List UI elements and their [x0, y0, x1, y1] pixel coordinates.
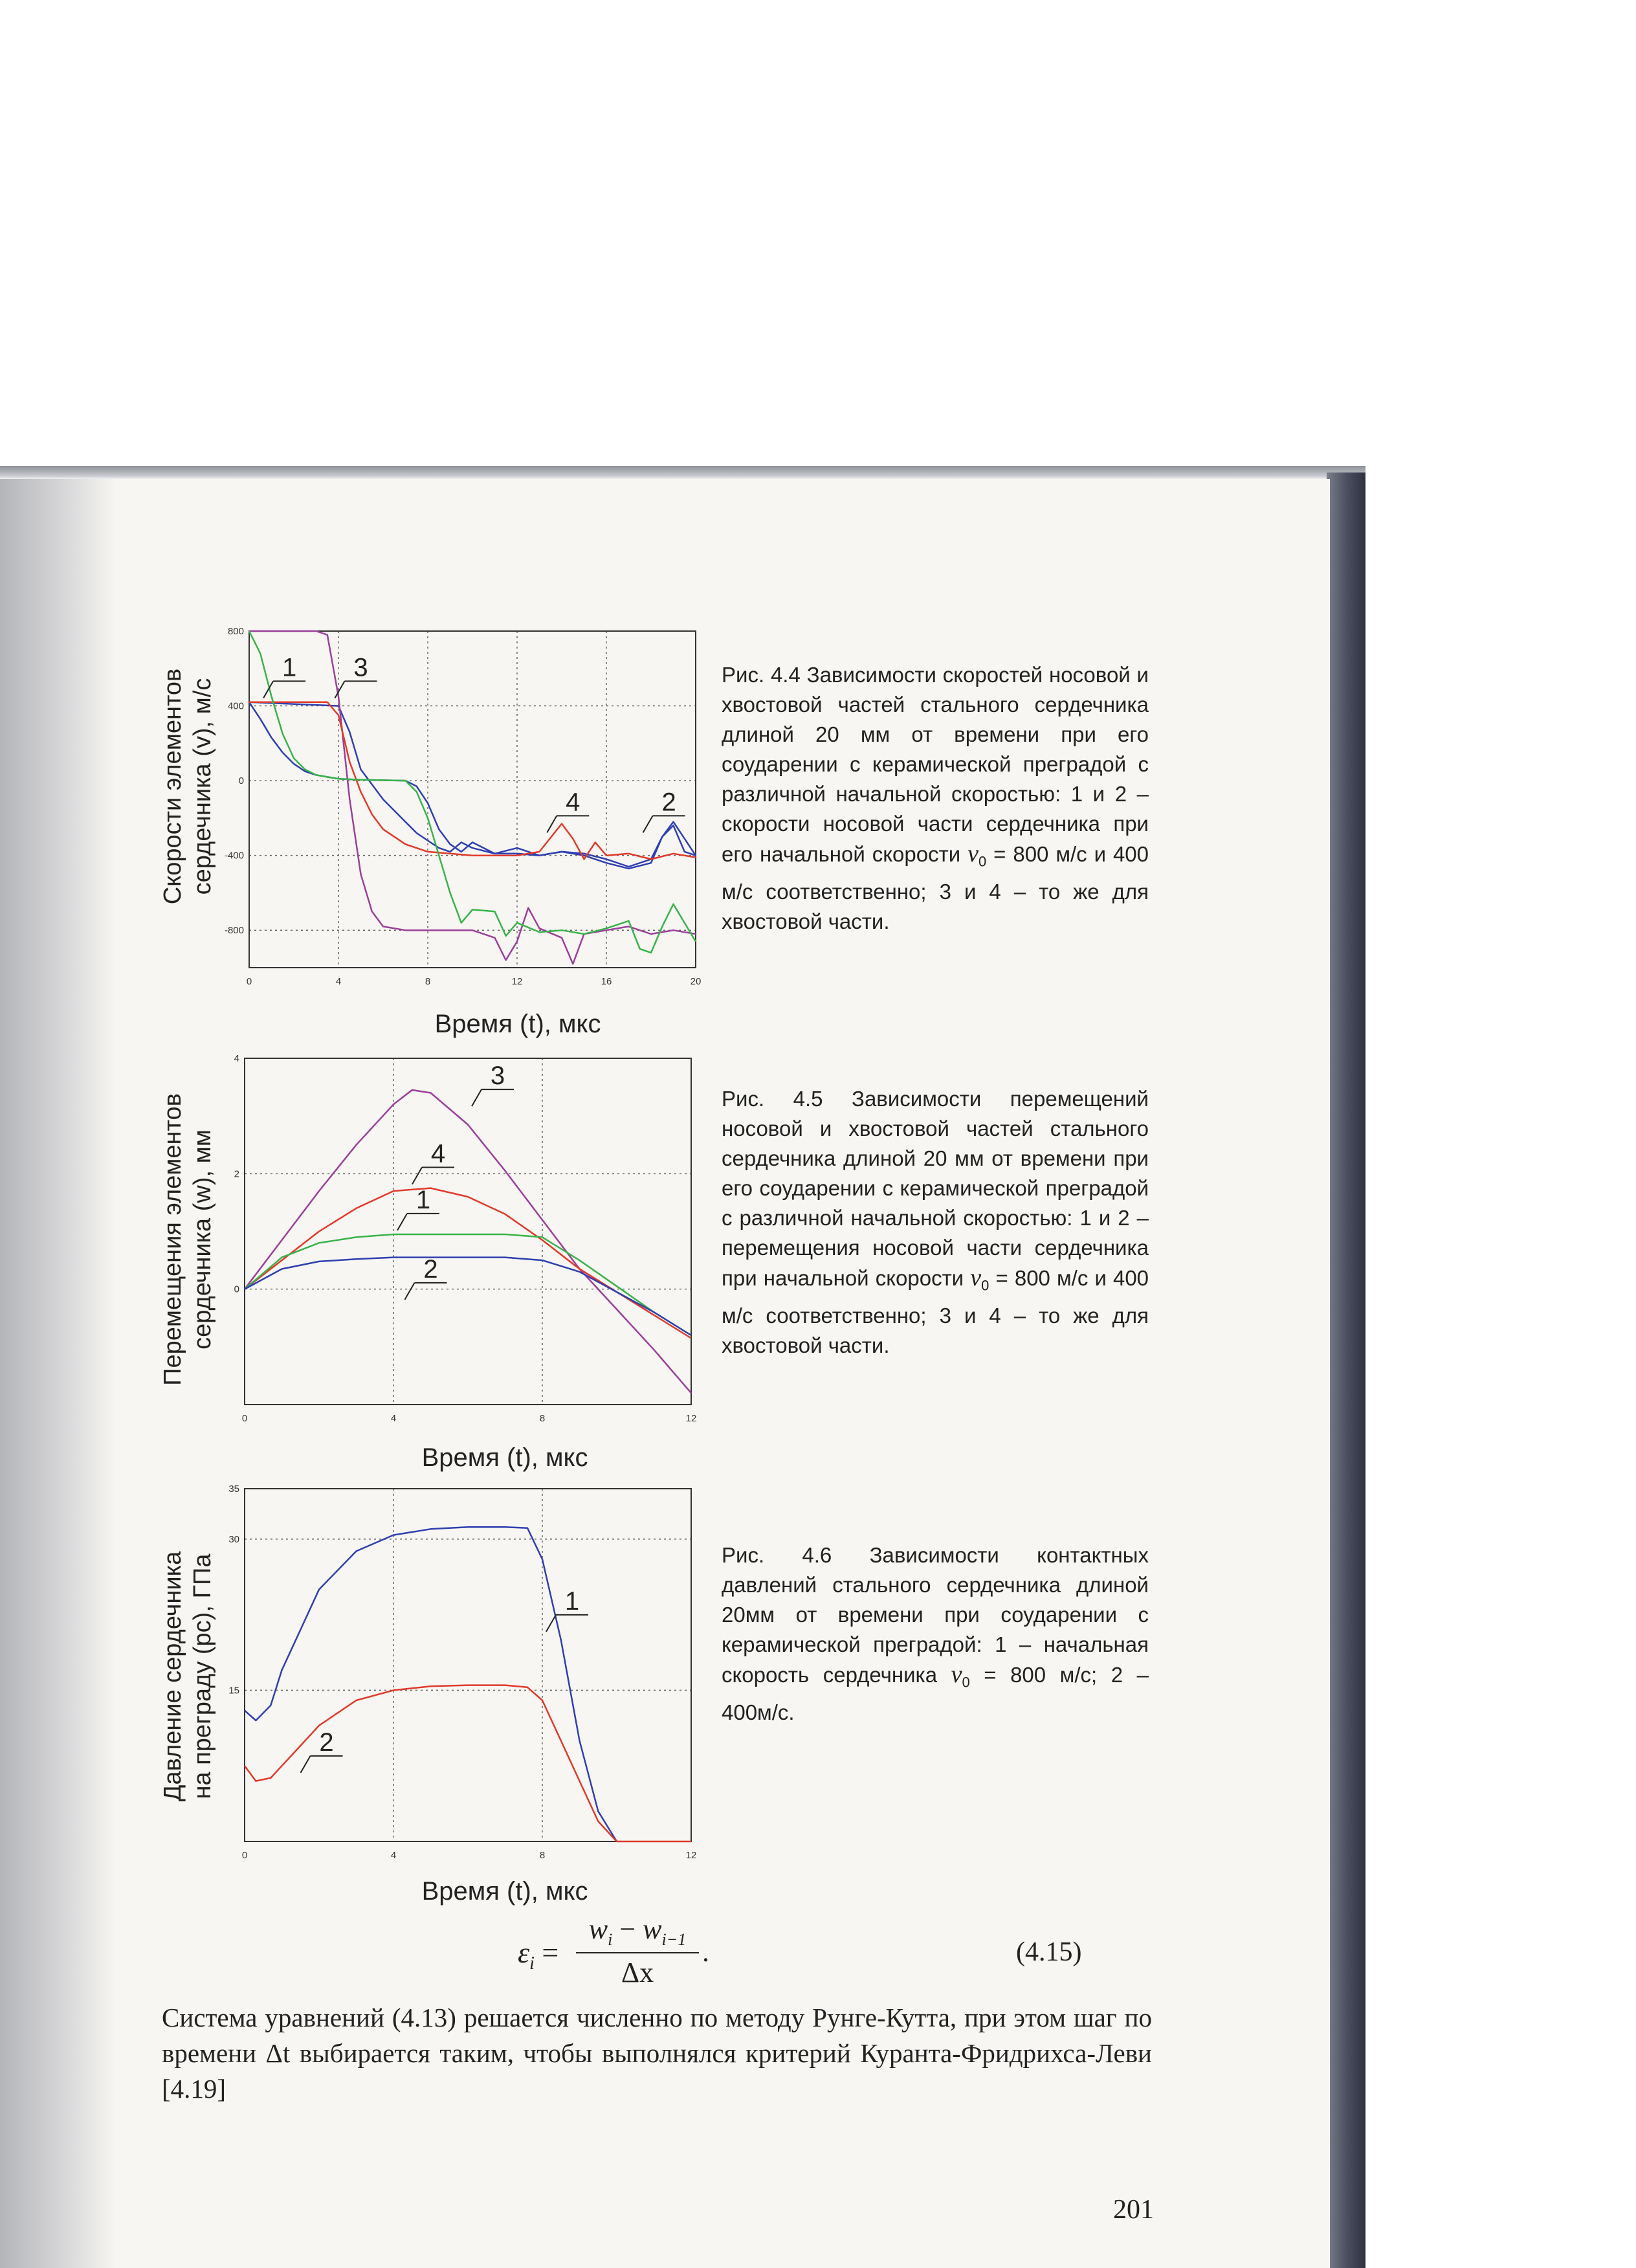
curve-label-leader	[301, 1756, 311, 1773]
curve-label-leader	[546, 1615, 556, 1632]
fig44-ylabel-line1: Скорости элементов	[159, 668, 186, 905]
eq-w-im1: w	[643, 1913, 662, 1945]
series-line-1	[249, 702, 696, 867]
curve-label-4: 4	[430, 1139, 446, 1168]
y-tick-label: 800	[227, 626, 244, 637]
curve-label-leader	[643, 816, 653, 832]
v0-symbol: v	[967, 840, 978, 867]
curve-label-1: 1	[282, 653, 297, 682]
curve-label-1: 1	[564, 1586, 580, 1616]
y-tick-label: -400	[224, 850, 244, 862]
y-tick-label: 15	[228, 1685, 239, 1696]
curve-label-leader	[405, 1283, 415, 1300]
fig45-ylabel-line1: Перемещения элементов	[159, 1093, 186, 1386]
eq-numerator	[576, 1913, 699, 1953]
y-tick-label: 0	[238, 775, 244, 787]
fig46-chart	[220, 1482, 712, 1877]
y-tick-label: 4	[234, 1053, 239, 1064]
fig45-caption	[722, 1084, 1149, 1361]
fig44-caption	[722, 660, 1149, 937]
fig46-caption	[722, 1540, 1149, 1728]
curve-label-2: 2	[319, 1728, 334, 1757]
x-tick-label: 4	[390, 1413, 397, 1424]
fig44-ylabel-line2: сердечника (v), м/с	[189, 678, 216, 895]
x-tick-label: 4	[390, 1850, 397, 1861]
fig45-caption-tail: = 800 м/с и 400 м/с соответственно; 3 и 4 – то же для хвостовой части.	[722, 1266, 1149, 1357]
v0-subscript: 0	[981, 1277, 989, 1294]
eq-minus: −	[619, 1913, 636, 1945]
fig44-chart	[220, 621, 712, 990]
page-top-shadow	[0, 466, 1365, 480]
series-line-3	[249, 631, 696, 964]
eq-lhs-sub: i	[529, 1953, 535, 1974]
series-line-3	[245, 1090, 691, 1393]
x-tick-label: 0	[241, 1413, 248, 1424]
fig46-xlabel: Время (t), мкс	[421, 1877, 588, 1906]
eq-denominator: Δx	[621, 1956, 654, 1988]
v0-subscript: 0	[978, 853, 987, 870]
chart-grid	[245, 1489, 691, 1841]
curve-label-3: 3	[490, 1062, 505, 1091]
fig45-caption-text: Рис. 4.5 Зависимости перемещений носовой и хвостовой частей стального сердечника длиной 20 мм от времени при его соударении с керамической преградой с различной начальной скоростью: 1 и 2 – перемещения носовой части сердечника при начальной скорости	[722, 1087, 1149, 1290]
body-paragraph: Система уравнений (4.13) решается численно по методу Рунге-Кутта, при этом шаг по времени Δt выбирается таким, чтобы выполнялся критерий Куранта-Фридрихса-Леви [4.19]	[162, 2003, 1152, 2104]
fig46-ylabel	[158, 1551, 217, 1801]
equation-number: (4.15)	[1016, 1937, 1082, 1967]
fig44-caption-tail: = 800 м/с и 400 м/с соответственно; 3 и 4 – то же для хвостовой части.	[722, 842, 1149, 933]
curve-label-3: 3	[353, 653, 368, 682]
plot-frame	[245, 1489, 691, 1841]
curve-label-2: 2	[423, 1254, 438, 1284]
series-line-unlabeled-4	[249, 631, 696, 953]
plot-frame	[249, 631, 696, 968]
series-line-2	[249, 702, 696, 869]
curve-label-leader	[412, 1168, 422, 1184]
page-gutter	[0, 479, 116, 2268]
eq-w-i-sub: i	[608, 1929, 613, 1949]
eq-w-i: w	[588, 1913, 608, 1945]
curve-label-1: 1	[415, 1185, 431, 1214]
fig45-ylabel	[158, 1093, 217, 1386]
x-tick-label: 20	[690, 976, 702, 987]
x-tick-label: 8	[425, 976, 431, 987]
fig46-caption-text: Рис. 4.6 Зависимости контактных давлений стального сердечника длиной 20мм от времени при соударении с керамической преградой: 1 – начальная скорость сердечника	[722, 1543, 1149, 1687]
fig45-chart	[220, 1052, 712, 1434]
x-tick-label: 0	[241, 1850, 248, 1861]
x-tick-label: 4	[335, 976, 342, 987]
series-line-2	[245, 1258, 691, 1335]
series-line-1	[245, 1234, 691, 1335]
plot-frame	[245, 1058, 691, 1405]
fig44-ylabel	[158, 669, 217, 905]
x-tick-label: 16	[601, 976, 612, 987]
y-tick-label: -800	[224, 925, 244, 937]
curve-label-leader	[472, 1089, 481, 1106]
fig46-ylabel-line2: на преграду (pc), ГПа	[189, 1553, 216, 1799]
y-tick-label: 400	[227, 700, 244, 712]
curve-label-leader	[397, 1214, 407, 1230]
chart-grid	[245, 1058, 691, 1405]
x-tick-label: 0	[246, 976, 252, 987]
v0-subscript: 0	[962, 1674, 970, 1691]
y-tick-label: 2	[234, 1168, 239, 1180]
y-tick-label: 30	[228, 1533, 239, 1545]
eq-epsilon: ε	[518, 1936, 530, 1969]
fig44-xlabel: Время (t), мкс	[434, 1010, 601, 1038]
book-cover-edge	[1327, 472, 1365, 2268]
fig46-ylabel-line1: Давление сердечника	[159, 1551, 186, 1802]
fig45-ylabel-line2: сердечника (w), мм	[189, 1129, 216, 1350]
x-tick-label: 12	[685, 1413, 697, 1424]
y-tick-label: 0	[234, 1284, 239, 1295]
chart-grid	[249, 631, 696, 968]
fig46-caption-tail: = 800 м/с; 2 – 400м/с.	[722, 1663, 1149, 1724]
fig44-caption-text: Рис. 4.4 Зависимости скоростей носовой и хвостовой частей стального сердечника длиной 20 мм от времени при его соударении с керамической преградой с различной начальной скоростью: 1 и 2 – скорости носовой части сердечника при его начальной скорости	[722, 663, 1149, 866]
x-tick-label: 12	[685, 1850, 697, 1861]
equation-fraction	[576, 1913, 699, 1989]
x-tick-label: 12	[511, 976, 523, 987]
curve-label-4: 4	[566, 788, 580, 817]
fig45-xlabel: Время (t), мкс	[421, 1443, 588, 1472]
page-number: 201	[1113, 2195, 1154, 2225]
series-line-1	[245, 1527, 617, 1841]
series-line-2	[245, 1685, 691, 1841]
v0-symbol: v	[970, 1264, 982, 1291]
eq-period: .	[702, 1936, 709, 1968]
curve-label-leader	[547, 816, 557, 832]
y-tick-label: 35	[228, 1484, 239, 1495]
v0-symbol: v	[951, 1661, 962, 1688]
curve-label-2: 2	[661, 788, 676, 817]
eq-w-im1-sub: i−1	[661, 1929, 687, 1949]
x-tick-label: 8	[539, 1850, 546, 1861]
equation-lhs: $\varepsilon_i$ =	[518, 1936, 559, 1974]
x-tick-label: 8	[539, 1413, 546, 1424]
